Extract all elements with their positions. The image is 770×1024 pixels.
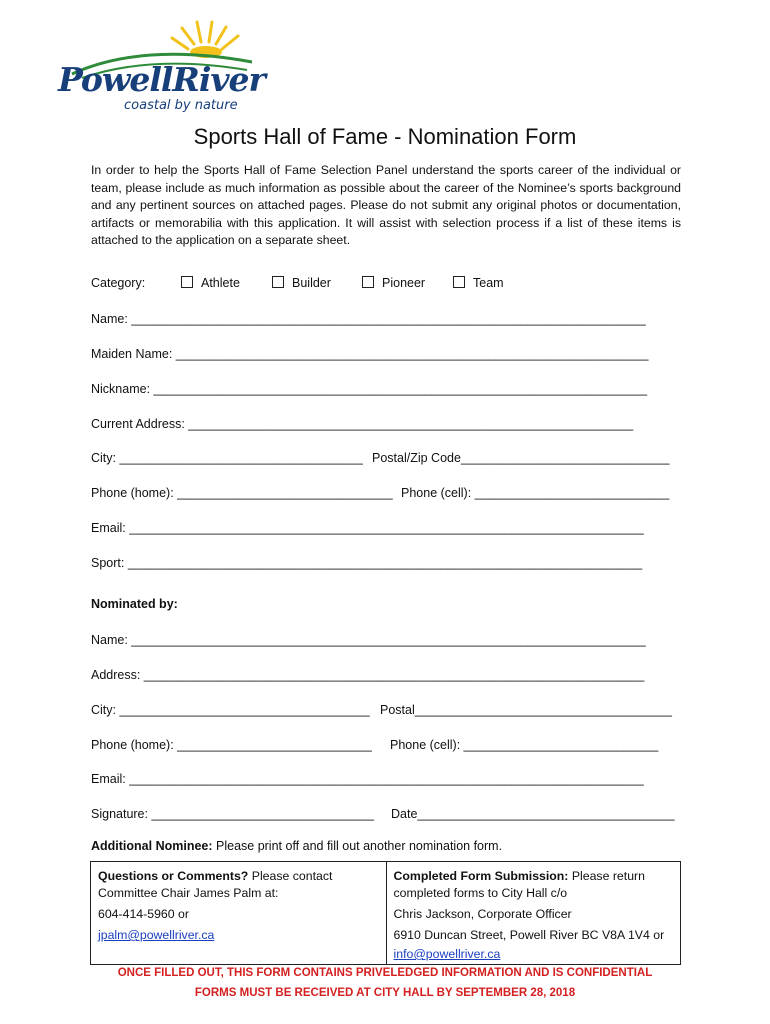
nominator-signature-field[interactable]: Signature: ________________________________ xyxy=(91,807,374,821)
nominator-phone-cell-field[interactable]: Phone (cell): ____________________________ xyxy=(390,738,659,752)
submission-person: Chris Jackson, Corporate Officer xyxy=(393,907,572,921)
additional-nominee-note: Additional Nominee: Please print off and fill out another nomination form. xyxy=(91,839,503,853)
checkbox-icon[interactable] xyxy=(362,276,374,288)
nominee-email-field[interactable]: Email: __________________________________________________________________________ xyxy=(91,521,644,535)
nominee-city-field[interactable]: City: ___________________________________ xyxy=(91,451,363,465)
deadline-notice: FORMS MUST BE RECEIVED AT CITY HALL BY SEPTEMBER 28, 2018 xyxy=(194,987,576,999)
logo-wordmark: PowellRiver xyxy=(58,60,265,99)
nominator-city-field[interactable]: City: ____________________________________ xyxy=(91,703,370,717)
nominee-address-field[interactable]: Current Address: ________________________________________________________________ xyxy=(91,417,634,431)
nominee-name-field[interactable]: Name: __________________________________________________________________________ xyxy=(91,312,646,326)
nominee-phone-home-field[interactable]: Phone (home): _______________________________ xyxy=(91,486,393,500)
intro-paragraph: In order to help the Sports Hall of Fame Selection Panel understand the sports career of the individual or team, please include as much information as possible about the career of the Nominee’s sports background and any pertinent sources on attached pages. Please do not submit any original photos or documentation, artifacts or memorabilia with this application. It will assist with selection process if a list of these items is attached to the application on a separate sheet. xyxy=(91,163,681,247)
nominator-name-field[interactable]: Name: __________________________________________________________________________ xyxy=(91,633,646,647)
category-athlete[interactable]: Athlete xyxy=(181,276,240,290)
nominated-by-heading: Nominated by: xyxy=(91,597,178,611)
nominator-address-field[interactable]: Address: ________________________________________________________________________ xyxy=(91,668,645,682)
category-builder[interactable]: Builder xyxy=(272,276,331,290)
submission-address: 6910 Duncan Street, Powell River BC V8A 1V4 or xyxy=(393,928,665,942)
nominee-phone-cell-field[interactable]: Phone (cell): ____________________________ xyxy=(401,486,670,500)
submission-email-link[interactable]: info@powellriver.ca xyxy=(393,947,501,961)
submission-cell: Completed Form Submission: Please return completed forms to City Hall c/o Chris Jackson, Corporate Officer 6910 Duncan Street, Powell River BC V8A 1V4 or info@powellriver.ca xyxy=(386,862,681,964)
category-pioneer[interactable]: Pioneer xyxy=(362,276,425,290)
contact-phone: 604-414-5960 or xyxy=(98,907,189,921)
nominee-postal-field[interactable]: Postal/Zip Code______________________________ xyxy=(372,451,670,465)
city-logo xyxy=(52,14,265,120)
questions-cell: Questions or Comments? Please contact Committee Chair James Palm at: 604-414-5960 or jpalm@powellriver.ca xyxy=(91,862,386,964)
nominee-nickname-field[interactable]: Nickname: _______________________________________________________________________ xyxy=(91,382,648,396)
contact-table xyxy=(90,861,681,965)
nominator-date-field[interactable]: Date_____________________________________ xyxy=(391,807,675,821)
nominator-postal-field[interactable]: Postal_____________________________________ xyxy=(380,703,672,717)
nominee-maiden-name-field[interactable]: Maiden Name: ____________________________________________________________________ xyxy=(91,347,649,361)
checkbox-icon[interactable] xyxy=(453,276,465,288)
category-team[interactable]: Team xyxy=(453,276,504,290)
category-label: Category: xyxy=(91,276,146,290)
nominator-email-field[interactable]: Email: __________________________________________________________________________ xyxy=(91,772,644,786)
checkbox-icon[interactable] xyxy=(181,276,193,288)
page-title: Sports Hall of Fame - Nomination Form xyxy=(193,124,577,149)
confidential-notice: ONCE FILLED OUT, THIS FORM CONTAINS PRIVELEDGED INFORMATION AND IS CONFIDENTIAL xyxy=(117,967,653,979)
logo-tagline: coastal by nature xyxy=(124,98,238,113)
checkbox-icon[interactable] xyxy=(272,276,284,288)
nominator-phone-home-field[interactable]: Phone (home): ____________________________ xyxy=(91,738,372,752)
nominee-sport-field[interactable]: Sport: __________________________________________________________________________ xyxy=(91,556,643,570)
contact-email-link[interactable]: jpalm@powellriver.ca xyxy=(98,928,215,942)
